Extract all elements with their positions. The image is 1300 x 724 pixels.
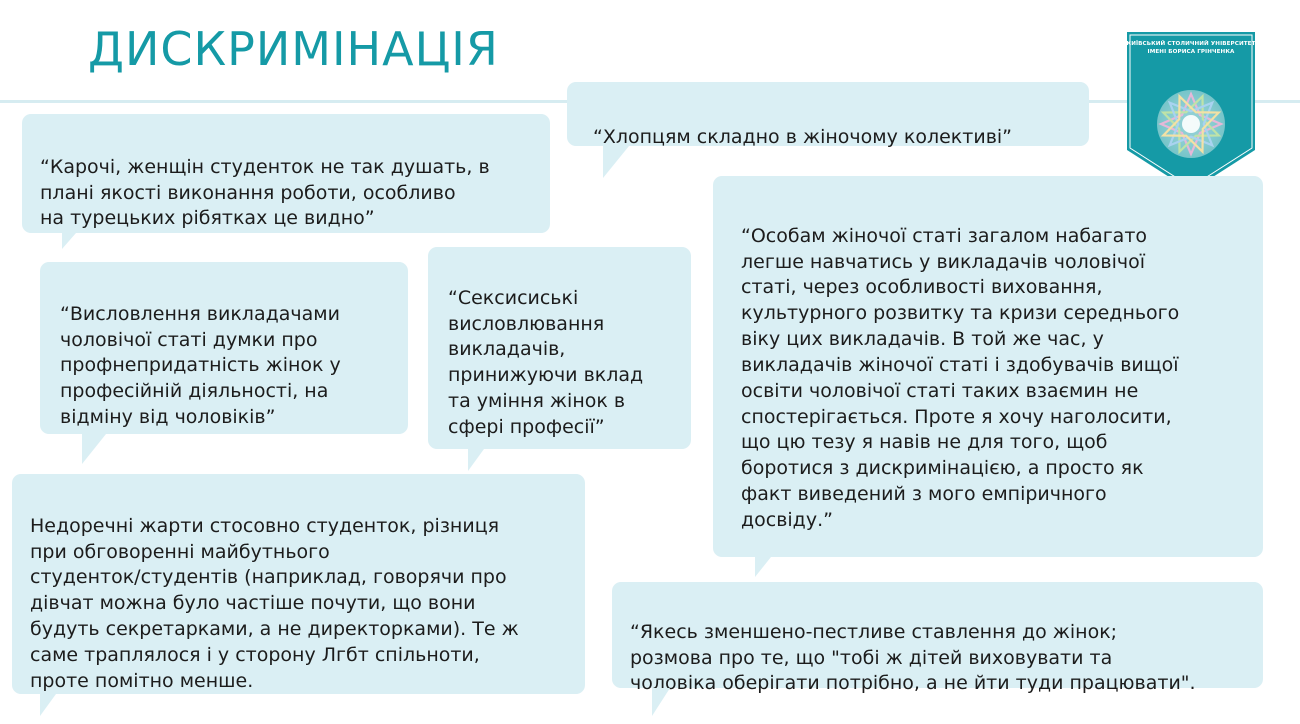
- bubble-tail: [468, 449, 484, 471]
- bubble-tail: [82, 434, 106, 464]
- quote-bubble: [12, 474, 585, 694]
- quote-bubble: [713, 176, 1263, 557]
- quote-bubble: [40, 262, 408, 434]
- quote-text: “Карочі, женщін студенток не так душать, в плані якості виконання роботи, особливо на турецьких рібятках це видно”: [40, 155, 490, 230]
- bubble-tail: [755, 557, 771, 577]
- quote-text: Недоречні жарти стосовно студенток, різниця при обговоренні майбутнього студенток/студентів (наприклад, говорячи про дівчат можна було частіше почути, що вони будуть секретарками, а не директорками). Те ж саме траплялося і у сторону Лгбт спільноти, проте помітно менше.: [30, 514, 519, 692]
- quote-bubble: [567, 82, 1089, 146]
- logo-line-2: ІМЕНІ БОРИСА ГРІНЧЕНКА: [1147, 48, 1235, 55]
- bubble-tail: [652, 688, 670, 716]
- quote-text: “Сексисиські висловлювання викладачів, принижуючи вклад та уміння жінок в сфері професії”: [448, 286, 644, 438]
- quote-text: “Висловлення викладачами чоловічої статі думки про профнепридатність жінок у професійній діяльності, на відміну від чоловіків”: [60, 302, 341, 429]
- logo-caption: [1126, 41, 1256, 56]
- university-logo: [1126, 32, 1256, 192]
- logo-line-1: КИЇВСЬКИЙ СТОЛИЧНИЙ УНІВЕРСИТЕТ: [1126, 41, 1256, 47]
- quote-bubble: [612, 582, 1263, 695]
- quote-bubble: [22, 114, 550, 233]
- slide-title: ДИСКРИМІНАЦІЯ: [88, 22, 499, 76]
- bubble-tail: [62, 233, 76, 249]
- quote-text: “Якесь зменшено-пестливе ставлення до жінок; розмова про те, що "тобі ж дітей виховувати та чоловіка оберігати потрібно, а не йти туди працювати".: [630, 620, 1196, 695]
- quote-text: “Хлопцям складно в жіночому колективі”: [593, 125, 1013, 148]
- bubble-tail: [603, 146, 629, 178]
- quote-text: “Особам жіночої статі загалом набагато легше навчатись у викладачів чоловічої статі, через особливості виховання, культурного розвитку та кризи середнього віку цих викладачів. В той же час, у викладачів жіночої статі і здобувачів вищої освіти чоловічої статі таких взаємин не спостерігається. Проте я хочу наголосити, що цю тезу я навів не для того, щоб боротися з дискримінацією, а просто як факт виведений з мого емпіричного досвіду.”: [741, 224, 1180, 531]
- quote-bubble: [428, 247, 691, 449]
- bubble-tail: [40, 694, 56, 716]
